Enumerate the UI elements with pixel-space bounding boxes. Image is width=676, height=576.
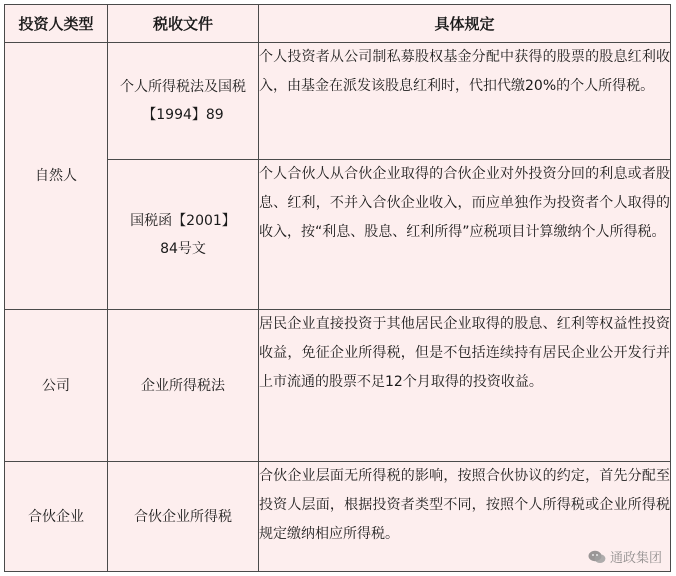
- watermark: [588, 547, 662, 566]
- investor-type-cell: 合伙企业: [5, 462, 108, 572]
- table-row: [5, 43, 671, 160]
- tax-document-text: 国税函【2001】84号文: [130, 212, 236, 257]
- tax-document-cell: [108, 160, 259, 310]
- investor-type-cell: 公司: [5, 310, 108, 462]
- rule-cell: 合伙企业层面无所得税的影响，按照合伙协议的约定，首先分配至投资人层面，根据投资者类型不同，按照个人所得税或企业所得税规定缴纳相应所得税。: [259, 462, 671, 572]
- investor-type-cell: 自然人: [5, 43, 108, 310]
- tax-document-text: 个人所得税法及国税【1994】89: [120, 79, 246, 123]
- header-investor-type: 投资人类型: [5, 5, 108, 43]
- header-tax-document: 税收文件: [108, 5, 259, 43]
- table-row: [5, 462, 671, 572]
- tax-document-cell: [108, 43, 259, 160]
- rule-cell: 个人合伙人从合伙企业取得的合伙企业对外投资分回的利息或者股息、红利，不并入合伙企业收入，而应单独作为投资者个人取得的收入，按“利息、股息、红利所得”应税项目计算缴纳个人所得税。: [259, 160, 671, 310]
- header-specific-rule: 具体规定: [259, 5, 671, 43]
- table-header-row: [5, 5, 671, 43]
- tax-document-cell: 合伙企业所得税: [108, 462, 259, 572]
- table-row: [5, 310, 671, 462]
- rule-cell: 个人投资者从公司制私募股权基金分配中获得的股票的股息红利收入，由基金在派发该股息红利时，代扣代缴20%的个人所得税。: [259, 43, 671, 160]
- tax-document-cell: 企业所得税法: [108, 310, 259, 462]
- tax-regulation-table: [4, 4, 671, 572]
- watermark-text: 通政集团: [609, 551, 662, 566]
- rule-cell: 居民企业直接投资于其他居民企业取得的股息、红利等权益性投资收益，免征企业所得税，但是不包括连续持有居民企业公开发行并上市流通的股票不足12个月取得的投资收益。: [259, 310, 671, 462]
- wechat-icon: [588, 550, 606, 564]
